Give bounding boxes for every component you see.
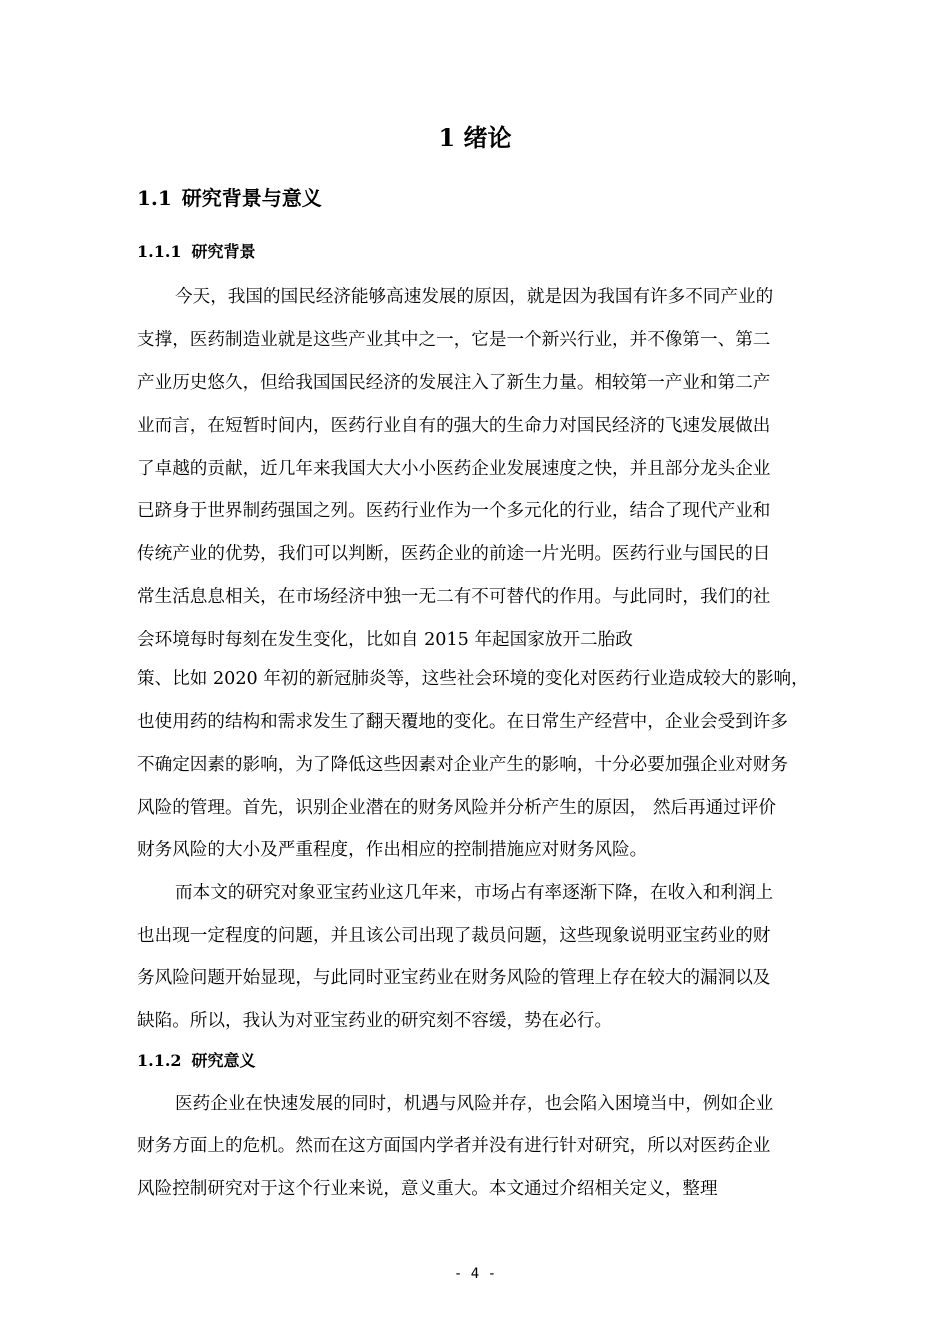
paragraph-line: 业而言，在短暂时间内，医药行业自有的强大的生命力对国民经济的飞速发展做出 (137, 416, 771, 436)
subsection-number: 1.1.1 (137, 242, 182, 261)
paragraph-line: 不确定因素的影响，为了降低这些因素对企业产生的影响，十分必要加强企业对财务 (137, 755, 788, 775)
subsection-heading-background (137, 237, 256, 267)
paragraph-line: 策、比如 2020 年初的新冠肺炎等，这些社会环境的变化对医药行业造成较大的影响， (137, 669, 809, 689)
subsection-heading-significance (137, 1046, 256, 1076)
paragraph-line: 也出现一定程度的问题，并且该公司出现了裁员问题，这些现象说明亚宝药业的财 (137, 926, 771, 946)
subsection-title: 研究意义 (191, 1051, 256, 1070)
paragraph-line: 也使用药的结构和需求发生了翻天覆地的变化。在日常生产经营中，企业会受到许多 (137, 712, 788, 732)
paragraph-line: 传统产业的优势，我们可以判断，医药企业的前途一片光明。医药行业与国民的日 (137, 544, 771, 564)
paragraph-line: 风险控制研究对于这个行业来说，意义重大。本文通过介绍相关定义，整理 (137, 1179, 718, 1199)
paragraph-line: 今天，我国的国民经济能够高速发展的原因，就是因为我国有许多不同产业的 (175, 287, 774, 307)
paragraph-line: 而本文的研究对象亚宝药业这几年来，市场占有率逐渐下降，在收入和利润上 (175, 883, 774, 903)
paragraph-line: 支撑，医药制造业就是这些产业其中之一，它是一个新兴行业，并不像第一、第二 (137, 330, 771, 350)
paragraph-line: 风险的管理。首先，识别企业潜在的财务风险并分析产生的原因， 然后再通过评价 (137, 798, 776, 818)
section-heading (137, 180, 322, 216)
subsection-number: 1.1.2 (137, 1051, 182, 1070)
section-number: 1.1 (137, 186, 172, 210)
paragraph-line: 了卓越的贡献，近几年来我国大大小小医药企业发展速度之快，并且部分龙头企业 (137, 459, 771, 479)
paragraph-line: 产业历史悠久，但给我国国民经济的发展注入了新生力量。相较第一产业和第二产 (137, 373, 771, 393)
paragraph-line: 财务方面上的危机。然而在这方面国内学者并没有进行针对研究，所以对医药企业 (137, 1136, 771, 1156)
paragraph-line: 缺陷。所以，我认为对亚宝药业的研究刻不容缓，势在必行。 (137, 1011, 613, 1031)
page-number: - 4 - (453, 1266, 497, 1282)
chapter-title: 1 绪论 (438, 123, 512, 152)
paragraph-line: 医药企业在快速发展的同时，机遇与风险并存，也会陷入困境当中，例如企业 (175, 1094, 774, 1114)
paragraph-line: 财务风险的大小及严重程度，作出相应的控制措施应对财务风险。 (137, 840, 648, 860)
paragraph-line: 常生活息息相关，在市场经济中独一无二有不可替代的作用。与此同时，我们的社 (137, 587, 771, 607)
paragraph-line: 会环境每时每刻在发生变化，比如自 2015 年起国家放开二胎政 (137, 630, 633, 650)
subsection-title: 研究背景 (191, 242, 256, 261)
paragraph-line: 务风险问题开始显现，与此同时亚宝药业在财务风险的管理上存在较大的漏洞以及 (137, 968, 771, 988)
paragraph-line: 已跻身于世界制药强国之列。医药行业作为一个多元化的行业，结合了现代产业和 (137, 501, 771, 521)
section-title: 研究背景与意义 (181, 186, 322, 210)
